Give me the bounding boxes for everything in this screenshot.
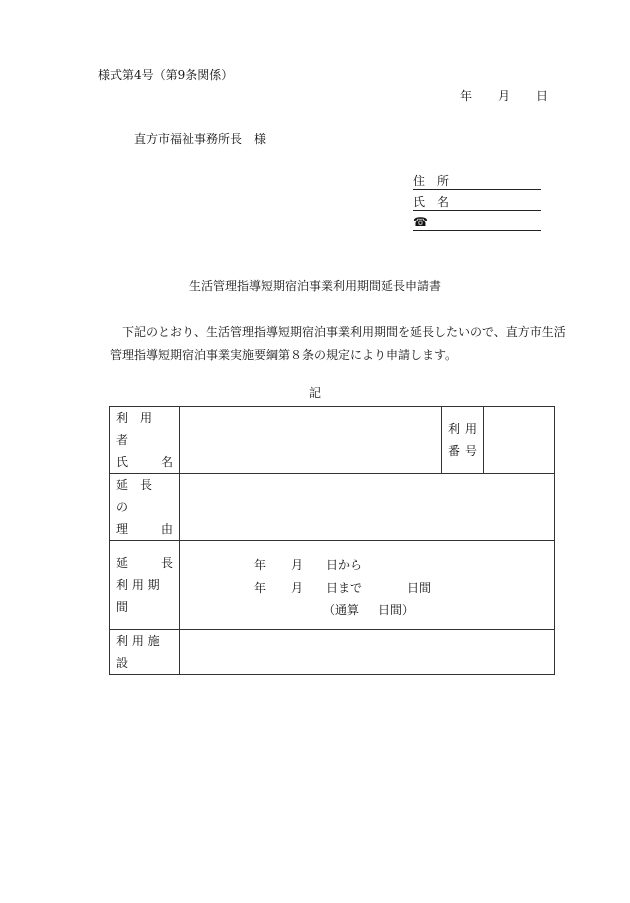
phone-field[interactable]: [413, 214, 541, 231]
name-field[interactable]: [413, 194, 541, 211]
period-input[interactable]: [180, 541, 555, 630]
facility-label-cell: [110, 630, 180, 675]
date-day: 日: [536, 89, 549, 103]
table-row-user: [110, 407, 555, 474]
user-label-b-2: 名: [160, 455, 173, 469]
body-paragraph: 下記のとおり、生活管理指導短期宿泊事業利用期間を延長したいので、直方市生活管理指導短期宿泊事業実施要綱第８条の規定により申請します。: [110, 325, 566, 362]
number-label-a: [448, 418, 477, 440]
date-line: [460, 87, 548, 104]
address-field[interactable]: [413, 173, 541, 190]
facility-input[interactable]: [180, 630, 555, 675]
number-label-a-2: 用: [464, 422, 477, 436]
addressee: 直方市福祉事務所長 様: [134, 132, 267, 146]
period-days: 日間: [407, 581, 432, 595]
number-label-b-2: 号: [464, 444, 477, 458]
number-label-b: [448, 440, 477, 462]
phone-icon: ☎: [413, 215, 428, 229]
table-row-period: [110, 541, 555, 630]
name-label-2: 名: [437, 195, 450, 209]
date-month: 月: [498, 89, 511, 103]
reason-input[interactable]: [180, 474, 555, 541]
period-to-month: 月: [291, 581, 304, 595]
application-table: [109, 406, 555, 675]
facility-label: 利 用 施 設: [116, 634, 160, 670]
user-number-input[interactable]: [484, 407, 555, 474]
table-row-facility: [110, 630, 555, 675]
period-to-day: 日まで: [326, 581, 363, 595]
address-label-2: 所: [437, 174, 450, 188]
period-total: （通算: [323, 603, 360, 617]
ext-label-a: [116, 552, 173, 574]
ext-label-a-1: 延: [116, 556, 129, 570]
user-label-b: [116, 451, 173, 473]
period-from-year: 年: [254, 558, 267, 572]
period-label-cell: [110, 541, 180, 630]
ext-label-b: 利 用 期 間: [116, 578, 160, 614]
document-title: 生活管理指導短期宿泊事業利用期間延長申請書: [188, 279, 441, 293]
number-label-a-1: 利: [448, 422, 461, 436]
period-to-year: 年: [254, 581, 267, 595]
reason-label-cell: [110, 474, 180, 541]
reason-label-b-2: 由: [160, 522, 173, 536]
user-label-b-1: 氏: [116, 455, 129, 469]
user-label-cell: [110, 407, 180, 474]
user-name-input[interactable]: [180, 407, 442, 474]
name-label-1: 氏: [413, 195, 426, 209]
table-row-reason: [110, 474, 555, 541]
date-year: 年: [460, 89, 473, 103]
ext-label-a-2: 長: [160, 556, 173, 570]
number-label-cell: [442, 407, 484, 474]
user-label-a: 利 用 者: [116, 411, 165, 447]
reason-label-b: [116, 518, 173, 540]
period-total-days: 日間）: [378, 603, 415, 617]
reason-label-b-1: 理: [116, 522, 129, 536]
body-text: [110, 321, 570, 367]
address-label-1: 住: [413, 174, 426, 188]
period-from-day: 日から: [326, 558, 363, 572]
reason-label-a: 延 長 の: [116, 478, 165, 514]
number-label-b-1: 番: [448, 444, 461, 458]
ki-heading: 記: [308, 386, 321, 400]
form-number: 様式第4号（第9条関係）: [98, 68, 234, 82]
period-from-month: 月: [291, 558, 304, 572]
